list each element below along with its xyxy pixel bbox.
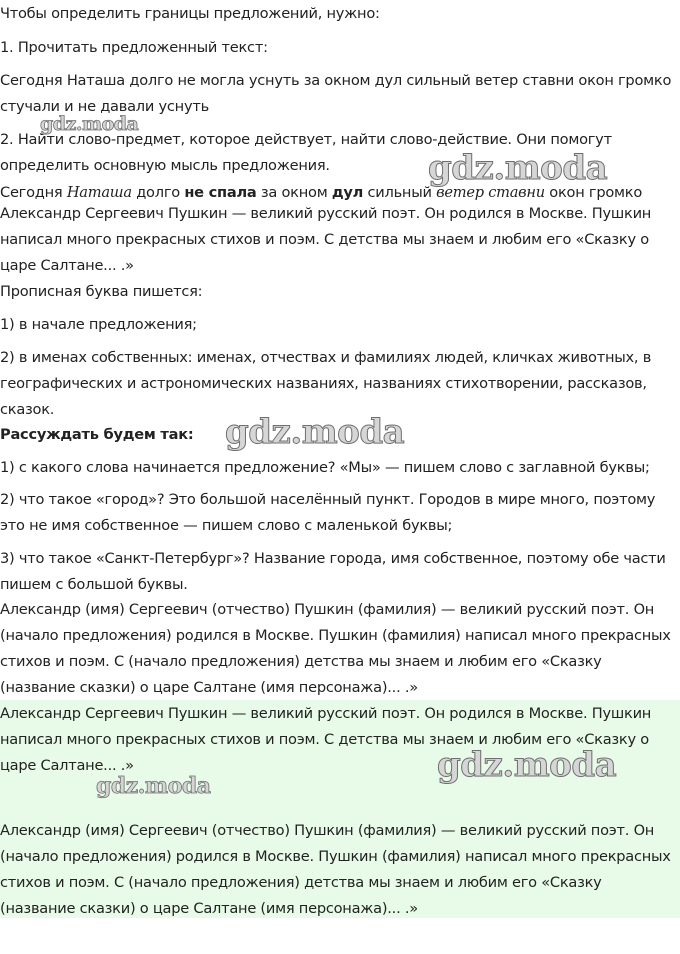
watermark-logo: gdz.moda — [428, 148, 608, 188]
answer-annotated-line: Александр (имя) Сергеевич (отчество) Пушкин (фамилия) — великий русский поэт. Он — [0, 822, 655, 839]
annotated-text-line: (название сказки) о царе Салтане (имя персонажа)... .» — [0, 679, 418, 696]
step-2-line: 2. Найти слово-предмет, которое действует, найти слово-действие. Они помогут — [0, 131, 612, 148]
reason-1: 1) с какого слова начинается предложение? «Мы» — пишем слово с заглавной буквы; — [0, 459, 650, 476]
watermark-logo: gdz.moda — [40, 113, 139, 135]
rule-2-line: 2) в именах собственных: именах, отчествах и фамилиях людей, кличках животных, в — [0, 349, 652, 366]
intro-text: Чтобы определить границы предложений, нужно: — [0, 5, 380, 22]
answer-annotated-line: стихов и поэм. С (начало предложения) детства мы знаем и любим его «Сказку — [0, 874, 602, 891]
step-1: 1. Прочитать предложенный текст: — [0, 39, 268, 56]
pushkin-text-line: царе Салтане... .» — [0, 257, 134, 274]
annotated-text-line: (начало предложения) родился в Москве. Пушкин (фамилия) написал много прекрасных — [0, 627, 671, 644]
reason-3-line: пишем с большой буквы. — [0, 576, 188, 593]
watermark-logo: gdz.moda — [96, 773, 211, 799]
plain-text-line: Сегодня Наташа долго не могла уснуть за окном дул сильный ветер ставни окон громко — [0, 72, 672, 89]
answer-text-line: написал много прекрасных стихов и поэм. С детства мы знаем и любим его «Сказку о — [0, 731, 649, 748]
pushkin-text-line: написал много прекрасных стихов и поэм. С детства мы знаем и любим его «Сказку о — [0, 231, 649, 248]
capital-rule-heading: Прописная буква пишется: — [0, 283, 203, 300]
answer-annotated-line: (название сказки) о царе Салтане (имя персонажа)... .» — [0, 900, 418, 917]
partial-line: Сегодня Наташа долго не спала за окном дул сильный ветер ставни окон громко — [0, 186, 643, 200]
plain-text-line: стучали и не давали уснуть — [0, 98, 209, 115]
rule-1: 1) в начале предложения; — [0, 316, 197, 333]
reason-3-line: 3) что такое «Санкт-Петербург»? Название города, имя собственное, поэтому обе части — [0, 550, 666, 567]
answer-text-line: Александр Сергеевич Пушкин — великий русский поэт. Он родился в Москве. Пушкин — [0, 705, 652, 722]
answer-annotated-line: (начало предложения) родился в Москве. Пушкин (фамилия) написал много прекрасных — [0, 848, 671, 865]
pushkin-text-line: Александр Сергеевич Пушкин — великий русский поэт. Он родился в Москве. Пушкин — [0, 205, 652, 222]
answer-text-line: царе Салтане... .» — [0, 757, 134, 774]
watermark-logo: gdz.moda — [225, 412, 405, 452]
step-2-line: определить основную мысль предложения. — [0, 157, 330, 174]
reason-2-line: это не имя собственное — пишем слово с маленькой буквы; — [0, 517, 453, 534]
clipped-text-strip — [0, 186, 680, 200]
reason-2-line: 2) что такое «город»? Это большой населённый пункт. Городов в мире много, поэтому — [0, 491, 656, 508]
rule-2-line: сказок. — [0, 401, 55, 418]
watermark-logo: gdz.moda — [437, 745, 617, 785]
rule-2-line: географических и астрономических названиях, названиях стихотворении, рассказов, — [0, 375, 647, 392]
annotated-text-line: Александр (имя) Сергеевич (отчество) Пушкин (фамилия) — великий русский поэт. Он — [0, 601, 655, 618]
annotated-text-line: стихов и поэм. С (начало предложения) детства мы знаем и любим его «Сказку — [0, 653, 602, 670]
reason-heading: Рассуждать будем так: — [0, 426, 194, 443]
